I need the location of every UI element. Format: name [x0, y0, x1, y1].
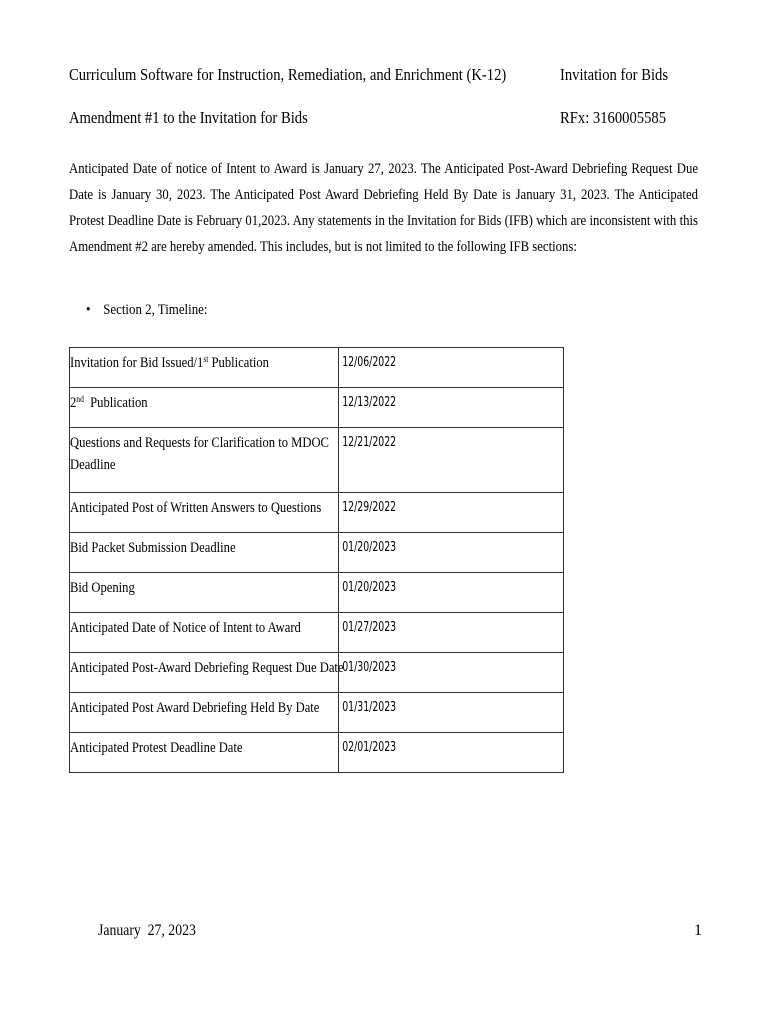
- event-cell: Invitation for Bid Issued/1st Publication: [70, 348, 339, 388]
- date-cell: 12/29/2022: [339, 493, 564, 533]
- event-cell: Anticipated Post of Written Answers to Questions: [70, 493, 339, 533]
- table-row: [70, 428, 564, 493]
- date-cell: 12/13/2022: [339, 388, 564, 428]
- event-cell: 2nd Publication: [70, 388, 339, 428]
- date-cell: 12/21/2022: [339, 428, 564, 493]
- footer-date: January 27, 2023: [98, 922, 196, 939]
- section-label: Section 2, Timeline:: [103, 302, 208, 318]
- rfx-number: RFx: 3160005585: [560, 108, 667, 127]
- table-row: [70, 693, 564, 733]
- timeline-table: [69, 347, 564, 773]
- section-heading: [86, 300, 207, 320]
- table-row: [70, 573, 564, 613]
- amendment-title: Amendment #1 to the Invitation for Bids: [69, 108, 308, 127]
- table-row: [70, 348, 564, 388]
- event-cell: Bid Opening: [70, 573, 339, 613]
- table-row: [70, 533, 564, 573]
- page-number: 1: [694, 922, 702, 939]
- date-cell: 01/20/2023: [339, 533, 564, 573]
- document-title: Curriculum Software for Instruction, Remediation, and Enrichment (K-12): [69, 65, 507, 84]
- table-row: [70, 653, 564, 693]
- table-row: [70, 733, 564, 773]
- table-row: [70, 613, 564, 653]
- bullet-marker: •: [86, 302, 91, 318]
- intro-paragraph: Anticipated Date of notice of Intent to Award is January 27, 2023. The Anticipated Post-Award Debriefing Request Due Date is January 30, 2023. The Anticipated Post Award Debriefing Held By Date is January 31, 2023. The Anticipated Protest Deadline Date is February 01,2023. Any statements in the Invitation for Bids (IFB) which are inconsistent with this Amendment #2 are hereby amended. This includes, but is not limited to the following IFB sections:: [69, 161, 698, 255]
- event-cell: Questions and Requests for Clarification to MDOC Deadline: [70, 428, 339, 493]
- document-type: Invitation for Bids: [560, 65, 669, 84]
- event-cell: Anticipated Protest Deadline Date: [70, 733, 339, 773]
- table-row: [70, 388, 564, 428]
- event-cell: Anticipated Post-Award Debriefing Request Due Date: [70, 653, 339, 693]
- event-cell: Bid Packet Submission Deadline: [70, 533, 339, 573]
- date-cell: 01/20/2023: [339, 573, 564, 613]
- date-cell: 01/31/2023: [339, 693, 564, 733]
- event-cell: Anticipated Post Award Debriefing Held By Date: [70, 693, 339, 733]
- date-cell: 12/06/2022: [339, 348, 564, 388]
- event-cell: Anticipated Date of Notice of Intent to Award: [70, 613, 339, 653]
- table-row: [70, 493, 564, 533]
- date-cell: 01/30/2023: [339, 653, 564, 693]
- date-cell: 02/01/2023: [339, 733, 564, 773]
- date-cell: 01/27/2023: [339, 613, 564, 653]
